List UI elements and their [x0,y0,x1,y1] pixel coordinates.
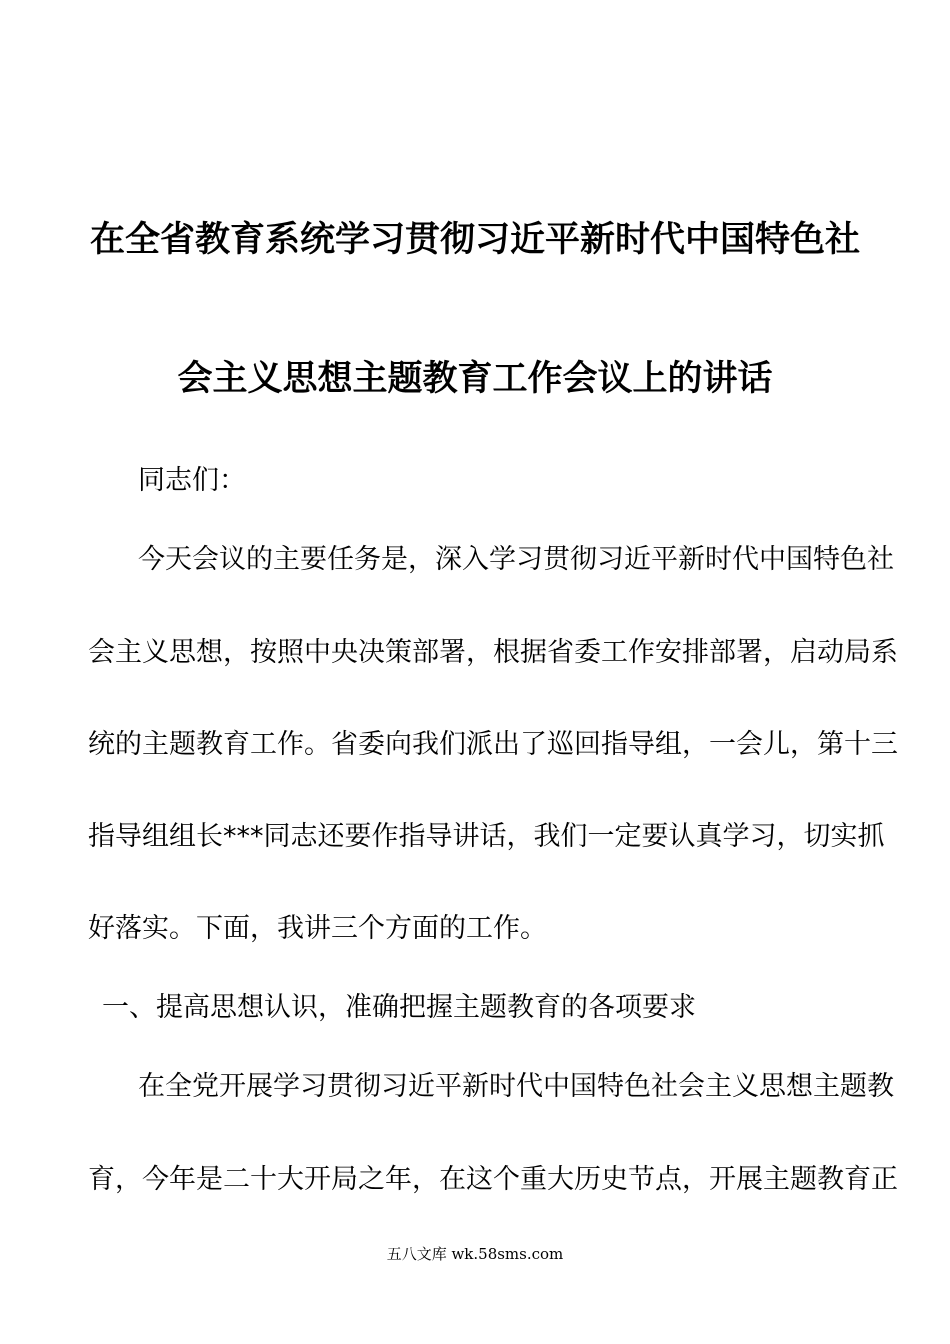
document-title-line-1: 在全省教育系统学习贯彻习近平新时代中国特色社 [89,220,860,260]
paragraph-1-line-4: 指导组组长***同志还要作指导讲话，我们一定要认真学习，切实抓 [88,821,885,852]
paragraph-1-line-1: 今天会议的主要任务是，深入学习贯彻习近平新时代中国特色社 [138,544,894,575]
paragraph-2-line-2: 育，今年是二十大开局之年，在这个重大历史节点，开展主题教育正 [88,1164,898,1195]
paragraph-2-line-1: 在全党开展学习贯彻习近平新时代中国特色社会主义思想主题教 [138,1071,894,1102]
greeting: 同志们： [138,465,246,496]
paragraph-1-line-2: 会主义思想，按照中央决策部署，根据省委工作安排部署，启动局系 [88,637,898,668]
paragraph-1-line-5: 好落实。下面，我讲三个方面的工作。 [88,913,547,944]
section-1-heading: 一、提高思想认识，准确把握主题教育的各项要求 [102,992,696,1023]
footer-watermark: 五八文库 wk.58sms.com [386,1245,564,1263]
document-title-line-2: 会主义思想主题教育工作会议上的讲话 [177,359,773,399]
paragraph-1-line-3: 统的主题教育工作。省委向我们派出了巡回指导组，一会儿，第十三 [88,729,898,760]
